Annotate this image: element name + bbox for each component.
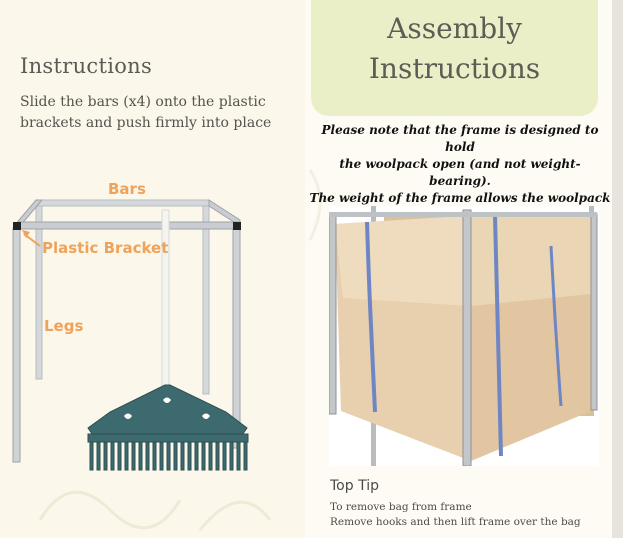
top-frame-bar	[329, 212, 597, 217]
plastic-bracket-label: Plastic Bracket	[42, 239, 169, 257]
bracket-front-left	[13, 222, 21, 230]
front-left-leg	[13, 228, 20, 462]
back-bar	[36, 200, 209, 206]
woolpack-photo	[329, 206, 599, 466]
front-post-center	[463, 210, 471, 466]
title-line-instructions: Instructions	[368, 52, 541, 85]
front-post-right	[591, 214, 597, 410]
note-line: the woolpack open (and not weight-bearing).	[339, 157, 581, 188]
note-line: The weight of the frame allows the woolpack	[309, 191, 611, 205]
top-tip-text	[330, 500, 581, 530]
bag-flap-right	[465, 216, 591, 306]
bracket-front-right	[233, 222, 241, 230]
bars-label: Bars	[108, 180, 146, 198]
rake-tines	[90, 442, 247, 470]
front-right-leg	[233, 228, 240, 448]
note-line: Please note that the frame is designed to hold	[321, 123, 599, 154]
instructions-text: Slide the bars (x4) onto the plastic brackets and push firmly into place	[20, 94, 272, 131]
bag-flap-left	[335, 216, 471, 306]
front-bar	[18, 222, 240, 229]
front-post-left	[329, 214, 336, 414]
legs-label: Legs	[44, 317, 84, 335]
top-tip-title: Top Tip	[330, 478, 379, 494]
title-line-assembly: Assembly	[387, 12, 522, 45]
top-tip-line: To remove bag from frame	[330, 501, 472, 513]
back-right-leg	[203, 204, 209, 394]
instructions-heading: Instructions	[20, 54, 153, 78]
back-left-leg	[36, 204, 42, 379]
top-tip-line: Remove hooks and then lift frame over the bag	[330, 516, 581, 528]
frame-illustration	[0, 190, 305, 480]
